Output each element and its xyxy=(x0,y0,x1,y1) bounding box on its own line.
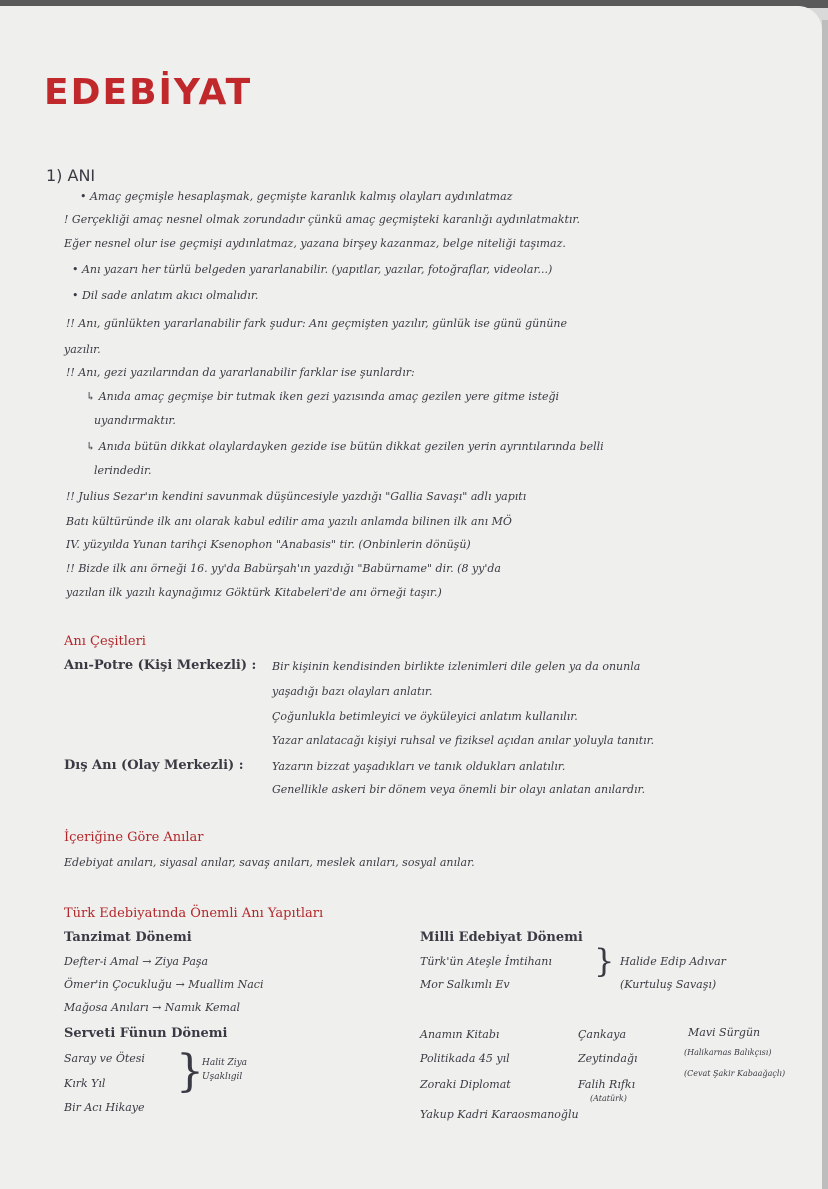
heading-icerige-gore: İçeriğine Göre Anılar xyxy=(64,830,204,845)
tanzimat-item-2: Ömer'in Çocukluğu → Muallim Naci xyxy=(64,978,264,991)
extra1-item-3: Zoraki Diplomat xyxy=(420,1078,511,1091)
note-line-4: • Anı yazarı her türlü belgeden yararlanabilir. (yapıtlar, yazılar, fotoğraflar, videolar...) xyxy=(72,263,553,276)
note-line-17: yazılan ilk yazılı kaynağımız Göktürk Kitabeleri'de anı örneği taşır.) xyxy=(66,586,442,599)
note-line-13: !! Julius Sezar'ın kendini savunmak düşüncesiyle yazdığı "Gallia Savaşı" adlı yapıtı xyxy=(66,490,527,503)
extra2-item-2: Zeytindağı xyxy=(578,1052,638,1065)
extra1-item-1: Anamın Kitabı xyxy=(420,1028,500,1041)
extra3-item-1: Mavi Sürgün xyxy=(688,1026,761,1039)
brace-milli: } xyxy=(594,942,615,980)
brace-servet: } xyxy=(176,1046,204,1097)
heading-onemli-yapitlar: Türk Edebiyatında Önemli Anı Yapıtları xyxy=(64,906,324,921)
portre-line-3: Çoğunlukla betimleyici ve öyküleyici anlatım kullanılır. xyxy=(272,710,578,723)
note-line-10: uyandırmaktır. xyxy=(94,414,176,427)
note-line-5: • Dil sade anlatım akıcı olmalıdır. xyxy=(72,289,259,302)
portre-line-1: Bir kişinin kendisinden birlikte izlenimleri dile gelen ya da onunla xyxy=(272,660,641,673)
portre-line-4: Yazar anlatacağı kişiyi ruhsal ve fiziksel açıdan anılar yoluyla tanıtır. xyxy=(272,734,655,747)
label-ani-portre: Anı-Potre (Kişi Merkezli) : xyxy=(64,658,257,673)
note-line-11: ↳ Anıda bütün dikkat olaylardayken gezide ise bütün dikkat gezilen yerin ayrıntılarında belli xyxy=(86,440,604,453)
page-edge-shadow xyxy=(822,20,828,1189)
note-line-6: !! Anı, günlükten yararlanabilir fark şudur: Anı geçmişten yazılır, günlük ise günü gününe xyxy=(66,317,567,330)
tanzimat-item-1: Defter-i Amal → Ziya Paşa xyxy=(64,955,209,968)
note-line-9: ↳ Anıda amaç geçmişe bir tutmak iken gezi yazısında amaç gezilen yere gitme isteği xyxy=(86,390,560,403)
servet-author: Halit Ziya Uşaklıgil xyxy=(202,1058,248,1082)
note-line-14: Batı kültüründe ilk anı olarak kabul edilir ama yazılı anlamda bilinen ilk anı MÖ xyxy=(66,515,512,528)
dis-line-2: Genellikle askeri bir dönem veya önemli bir olayı anlatan anılardır. xyxy=(272,783,646,796)
extra3-item-3: (Cevat Şakir Kabaağaçlı) xyxy=(684,1069,786,1078)
section-heading-ani: 1) ANI xyxy=(46,166,96,185)
heading-ani-cesitleri: Anı Çeşitleri xyxy=(64,634,146,649)
extra2-item-3: Falih Rıfkı xyxy=(578,1078,636,1091)
note-line-12: lerindedir. xyxy=(94,464,152,477)
page-title: EDEBİYAT xyxy=(44,72,253,113)
milli-item-2: Mor Salkımlı Ev xyxy=(420,978,510,991)
tanzimat-item-3: Mağosa Anıları → Namık Kemal xyxy=(64,1001,241,1014)
servet-item-1: Saray ve Ötesi xyxy=(64,1052,145,1065)
note-line-3: Eğer nesnel olur ise geçmişi aydınlatmaz, yazana birşey kazanmaz, belge niteliği taşımaz. xyxy=(64,237,566,250)
label-dis-ani: Dış Anı (Olay Merkezli) : xyxy=(64,758,244,773)
note-line-16: !! Bizde ilk anı örneği 16. yy'da Babürşah'ın yazdığı "Babürname" dir. (8 yy'da xyxy=(66,562,501,575)
portre-line-2: yaşadığı bazı olayları anlatır. xyxy=(272,685,433,698)
milli-item-1: Türk'ün Ateşle İmtihanı xyxy=(420,955,552,968)
heading-tanzimat: Tanzimat Dönemi xyxy=(64,930,192,945)
heading-milli: Milli Edebiyat Dönemi xyxy=(420,930,583,945)
milli-author: Halide Edip Adıvar xyxy=(620,955,726,968)
content-line: Edebiyat anıları, siyasal anılar, savaş anıları, meslek anıları, sosyal anılar. xyxy=(64,856,475,869)
note-line-2: ! Gerçekliği amaç nesnel olmak zorundadır çünkü amaç geçmişteki karanlığı aydınlatmaktır. xyxy=(64,213,580,226)
note-line-15: IV. yüzyılda Yunan tarihçi Ksenophon "Anabasis" tir. (Onbinlerin dönüşü) xyxy=(66,538,471,551)
servet-item-3: Bir Acı Hikaye xyxy=(64,1101,145,1114)
note-line-1: • Amaç geçmişle hesaplaşmak, geçmişte karanlık kalmış olayları aydınlatmaz xyxy=(80,190,513,203)
note-line-7: yazılır. xyxy=(64,343,101,356)
extra2-item-1: Çankaya xyxy=(578,1028,627,1041)
note-line-8: !! Anı, gezi yazılarından da yararlanabilir farklar ise şunlardır: xyxy=(66,366,415,379)
dis-line-1: Yazarın bizzat yaşadıkları ve tanık oldukları anlatılır. xyxy=(272,760,566,773)
extra3-item-2: (Halikarnas Balıkçısı) xyxy=(684,1048,772,1057)
heading-servet-fun: Serveti Fünun Dönemi xyxy=(64,1026,228,1041)
extra2-item-4: (Atatürk) xyxy=(590,1094,627,1103)
extra1-item-2: Politikada 45 yıl xyxy=(420,1052,510,1065)
servet-item-2: Kırk Yıl xyxy=(64,1077,106,1090)
extra-author: Yakup Kadri Karaosmanoğlu xyxy=(420,1108,579,1121)
milli-note: (Kurtuluş Savaşı) xyxy=(620,978,717,991)
